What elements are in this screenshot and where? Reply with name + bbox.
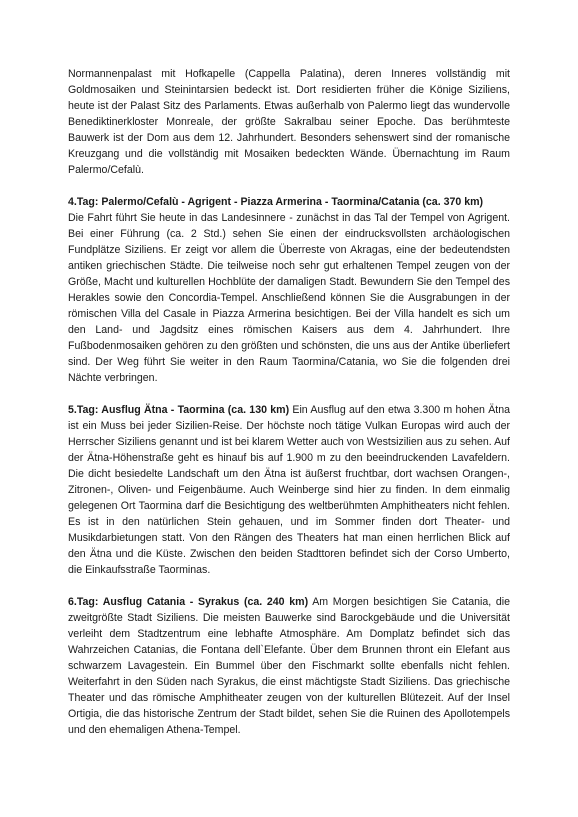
- day4-body: Die Fahrt führt Sie heute in das Landesinnere - zunächst in das Tal der Tempel von Agrigent. Bei einer Führung (ca. 2 Std.) sehen Sie einen der eindrucksvollsten archäologischen Fundplätze Siziliens. Er zeigt vor allem die Überreste von Akragas, eine der bedeutendsten antiken griechischen Städte. Die teilweise noch sehr gut erhaltenen Tempel zeugen von der Größe, Macht und kulturellen Hochblüte der damaligen Stadt. Bewundern Sie den Tempel des Herakles sowie den Concordia-Tempel. Anschließend können Sie die Ausgrabungen in der römischen Villa del Casale in Piazza Armerina besichtigen. Bei der Villa handelt es sich um den Land- und Jagdsitz eines römischen Kaisers aus dem 4. Jahrhundert. Ihre Fußbodenmosaiken gehören zu den größten und schönsten, die uns aus der Antike überliefert sind. Der Weg führt Sie weiter in den Raum Taormina/Catania, wo Sie die folgenden drei Nächte verbringen.: [68, 212, 510, 384]
- day4-section: [68, 194, 510, 386]
- day6-section: [68, 594, 510, 738]
- day6-heading: 6.Tag: Ausflug Catania - Syrakus (ca. 240 km): [68, 596, 309, 608]
- intro-paragraph: Normannenpalast mit Hofkapelle (Cappella Palatina), deren Inneres vollständig mit Goldmosaiken und Steinintarsien bedeckt ist. Dort residierten früher die Könige Siziliens, heute ist der Palast Sitz des Parlaments. Etwas außerhalb von Palermo liegt das wundervolle Benediktinerkloster Monreale, der größte Sakralbau seiner Epoche. Das berühmteste Bauwerk ist der Dom aus dem 12. Jahrhundert. Besonders sehenswert sind der romanische Kreuzgang und die vollständig mit Mosaiken bedeckten Wände. Übernachtung im Raum Palermo/Cefalù.: [68, 68, 510, 176]
- day6-body: Am Morgen besichtigen Sie Catania, die zweitgrößte Stadt Siziliens. Die meisten Bauwerke sind Barockgebäude und die Universität verleiht dem Stadtzentrum eine lebhafte Atmosphäre. Am Domplatz befindet sich das Wahrzeichen Catanias, die Fontana dell`Elefante. Über dem Brunnen thront ein Elefant aus schwarzem Lavagestein. Ein Bummel über den Fischmarkt sollte ebenfalls nicht fehlen. Weiterfahrt in den Süden nach Syrakus, die einst mächtigste Stadt Siziliens. Das griechische Theater und das römische Amphitheater zeugen von der kulturellen Blütezeit. Auf der Insel Ortigia, die das historische Zentrum der Stadt bildet, sehen Sie die Ruinen des Apollotempels und den ehemaligen Athena-Tempel.: [68, 596, 511, 736]
- document-page: [68, 66, 510, 754]
- day5-section: [68, 402, 510, 578]
- day5-heading: 5.Tag: Ausflug Ätna - Taormina (ca. 130 km): [68, 404, 290, 416]
- day4-heading: 4.Tag: Palermo/Cefalù - Agrigent - Piazza Armerina - Taormina/Catania (ca. 370 km): [68, 196, 484, 208]
- day5-body: Ein Ausflug auf den etwa 3.300 m hohen Ätna ist ein Muss bei jeder Sizilien-Reise. Der höchste noch tätige Vulkan Europas wird auch der Herrscher Siziliens genannt und ist bei klarem Wetter auch von Westsizilien aus zu sehen. Auf der Ätna-Höhenstraße geht es hinauf bis auf 1.900 m zu den beeindruckenden Lavafeldern. Die dicht besiedelte Landschaft um den Ätna ist äußerst fruchtbar, dort wachsen Orangen-, Zitronen-, Oliven- und Feigenbäume. Auch Weinberge sind hier zu finden. In dem einmalig gelegenen Ort Taormina darf die Besichtigung des weltberühmten Amphitheaters nicht fehlen. Es ist in den natürlichen Stein gehauen, und im Sommer finden dort Theater- und Musikdarbietungen statt. Von den Rängen des Theaters hat man einen herrlichen Blick auf den Ätna und die Küste. Zwischen den beiden Stadttoren befindet sich der Corso Umberto, die Einkaufsstraße Taorminas.: [68, 404, 511, 576]
